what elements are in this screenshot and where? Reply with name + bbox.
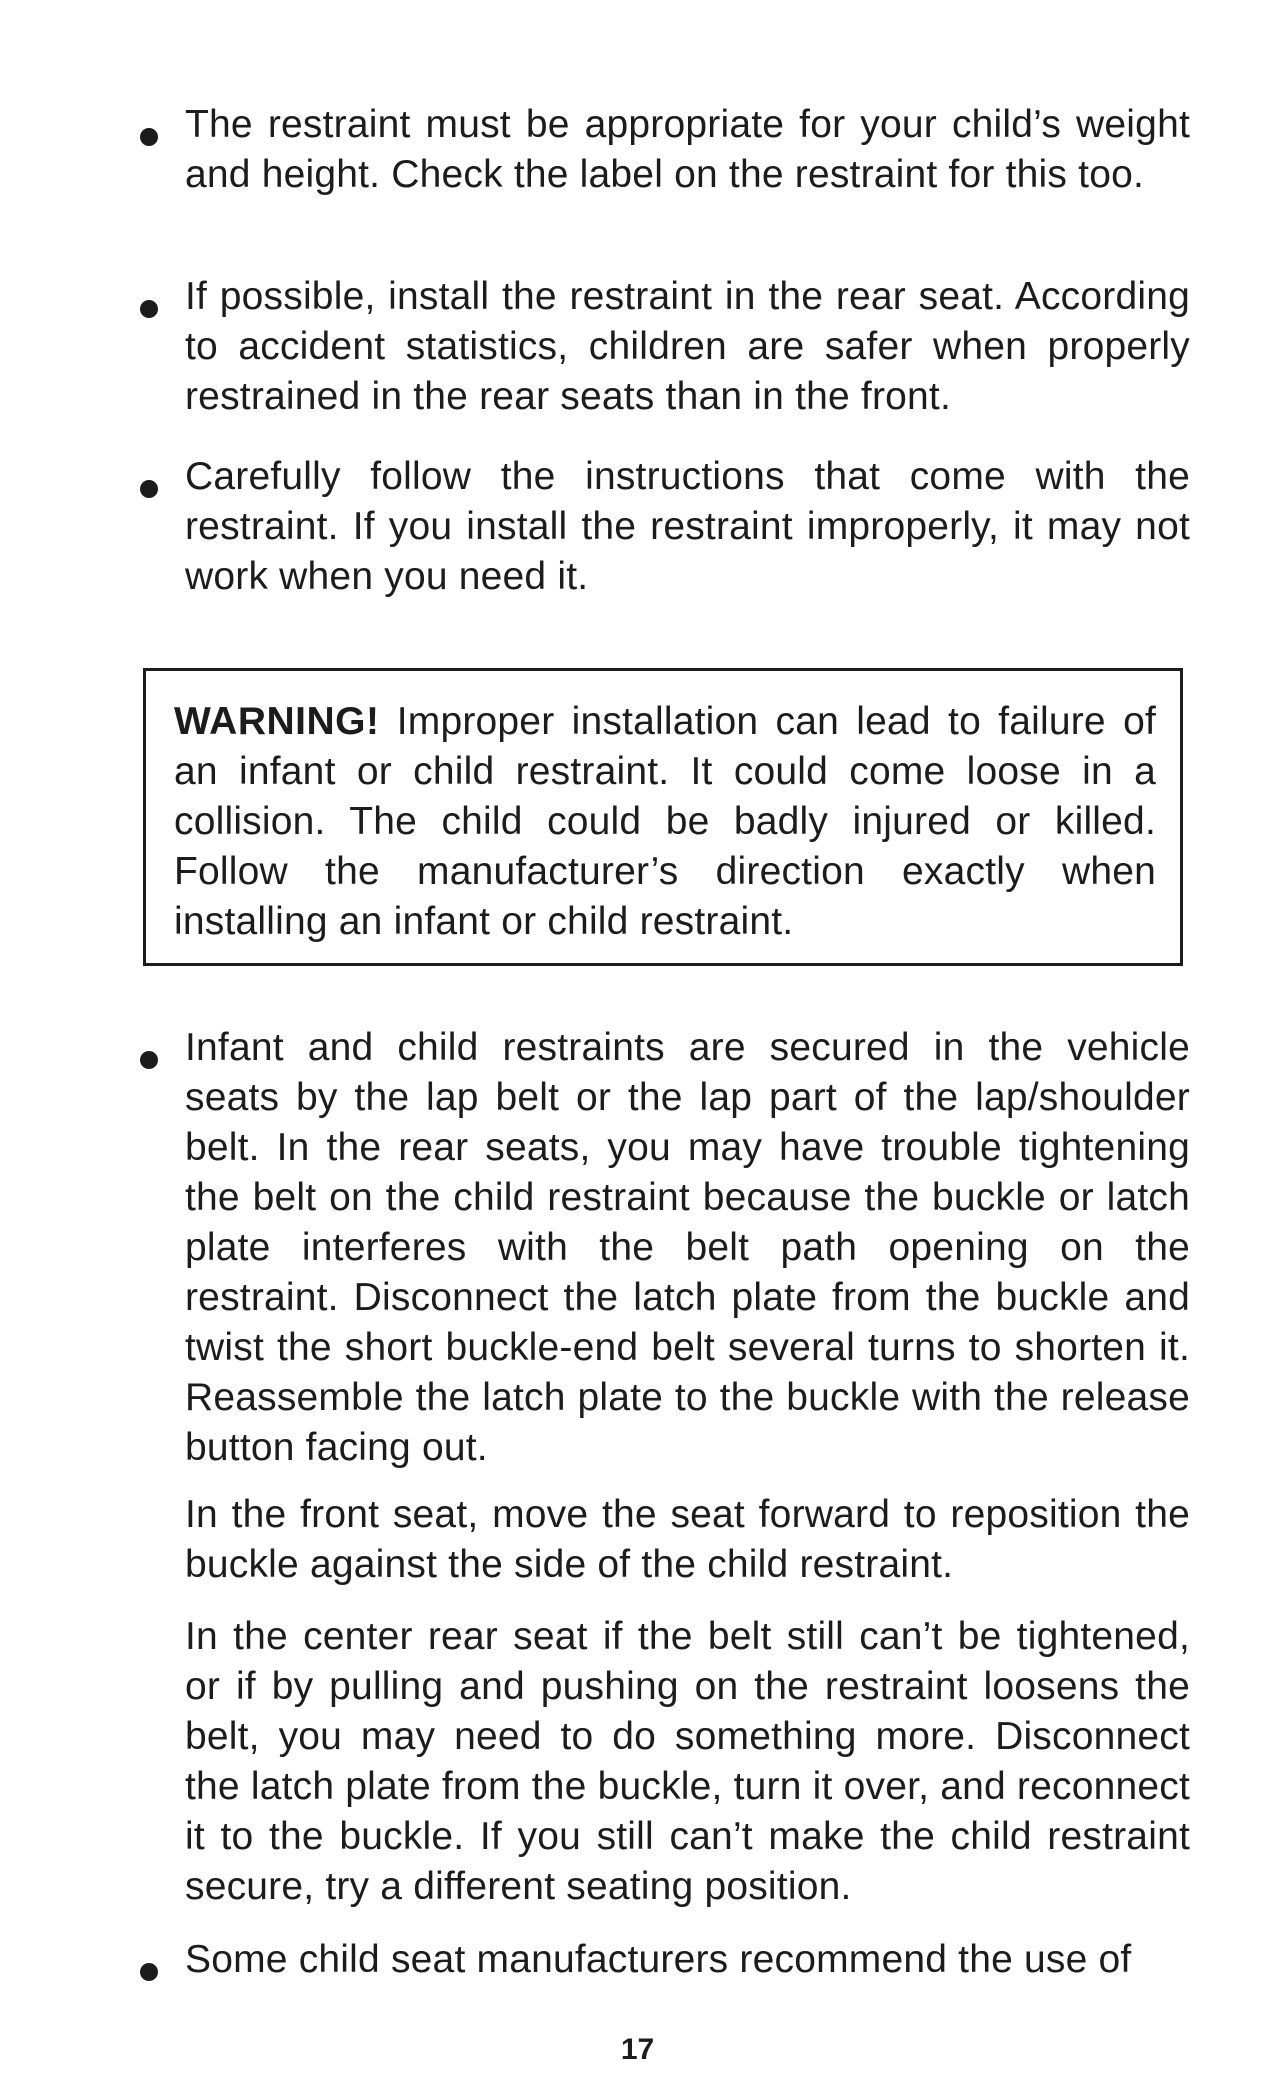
bullet-icon <box>140 1051 158 1069</box>
bullet-icon <box>140 480 158 498</box>
bullet-text: The restraint must be appropriate for your child’s weight and height. Check the label on the restraint for this too. <box>185 103 1190 196</box>
bullet-text: Carefully follow the instructions that come with the restraint. If you install the restraint improperly, it may not work when you need it. <box>185 455 1190 598</box>
warning-text <box>174 697 1156 947</box>
bullet-icon <box>140 300 158 318</box>
bullet-text: Some child seat manufacturers recommend the use of <box>185 1938 1132 1981</box>
bullet-icon <box>140 1963 158 1981</box>
paragraph-front-seat: In the front seat, move the seat forward to reposition the buckle against the side of the child restraint. <box>185 1493 1190 1586</box>
bullet-text: If possible, install the restraint in the rear seat. According to accident statistics, children are safer when properly restrained in the rear seats than in the front. <box>185 275 1190 418</box>
warning-label: WARNING! <box>174 700 380 743</box>
bullet-text: Infant and child restraints are secured in the vehicle seats by the lap belt or the lap part of the lap/shoulder belt. In the rear seats, you may have trouble tightening the belt on the child restraint because the buckle or latch plate interferes with the belt path opening on the restraint. Disconnect the latch plate from the buckle and twist the short buckle-end belt several turns to shorten it. Reassemble the latch plate to the buckle with the release button facing out. <box>185 1026 1190 1469</box>
page-number: 17 <box>620 2033 655 2066</box>
bullet-icon <box>140 128 158 146</box>
warning-body: Improper installation can lead to failure of an infant or child restraint. It could come loose in a collision. The child could be badly injured or killed. Follow the manufacturer’s direction exactly when installing an infant or child restraint. <box>174 700 1156 943</box>
warning-box <box>143 668 1183 966</box>
paragraph-center-rear-seat: In the center rear seat if the belt still can’t be tightened, or if by pulling and pushing on the restraint loosens the belt, you may need to do something more. Disconnect the latch plate from the buckle, turn it over, and reconnect it to the buckle. If you still can’t make the child restraint secure, try a different seating position. <box>185 1615 1190 1908</box>
